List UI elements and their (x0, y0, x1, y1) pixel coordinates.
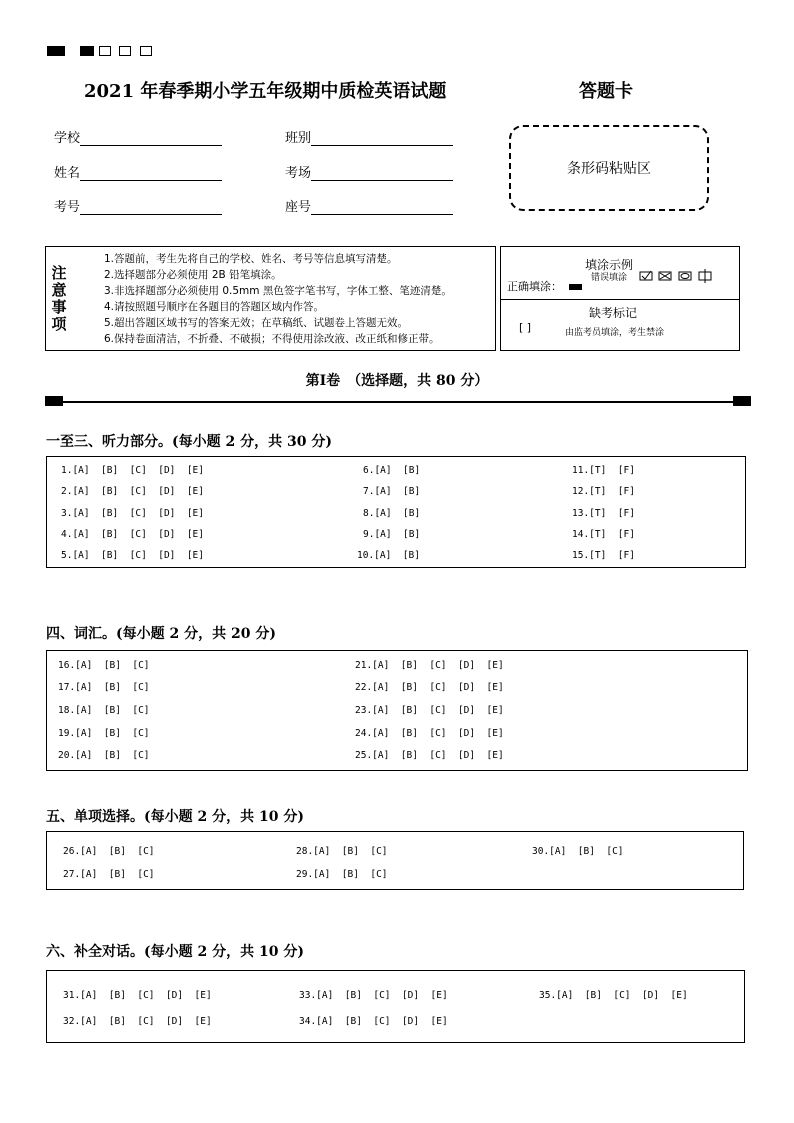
answer-row[interactable]: 14.[T] [F] (572, 529, 635, 540)
answer-row[interactable]: 26.[A] [B] [C] (63, 846, 155, 857)
exam-room-line[interactable] (311, 166, 453, 181)
answer-row[interactable]: 24.[A] [B] [C] [D] [E] (355, 728, 504, 739)
answer-row[interactable]: 7.[A] [B] (363, 486, 421, 497)
notice-item: 1.答题前，考生先将自己的学校、姓名、考号等信息填写清楚。 (104, 253, 398, 265)
answer-row[interactable]: 30.[A] [B] [C] (532, 846, 624, 857)
exam-room-field[interactable] (285, 162, 453, 181)
notice-box (45, 246, 496, 351)
page-title: 2021 年春季期小学五年级期中质检英语试题 (84, 81, 447, 102)
answer-row[interactable]: 27.[A] [B] [C] (63, 869, 155, 880)
answer-sheet-label: 答题卡 (579, 81, 633, 102)
exam-no-field[interactable] (54, 196, 222, 215)
answer-row[interactable]: 6.[A] [B] (363, 465, 421, 476)
answer-row[interactable]: 2.[A] [B] [C] [D] [E] (61, 486, 204, 497)
section-dialogue-box (46, 970, 745, 1043)
answer-row[interactable]: 32.[A] [B] [C] [D] [E] (63, 1016, 212, 1027)
class-field[interactable] (285, 127, 453, 146)
school-line[interactable] (80, 131, 222, 146)
school-field[interactable] (54, 127, 222, 146)
name-field[interactable] (54, 162, 222, 181)
rule-end-right (733, 396, 751, 406)
notice-item: 2.选择题部分必须使用 2B 铅笔填涂。 (104, 269, 282, 281)
exam-no-line[interactable] (80, 200, 222, 215)
correct-fill-mark (569, 284, 582, 290)
section-vocab-box (46, 650, 748, 771)
absent-mark-title: 缺考标记 (589, 306, 638, 320)
fill-legend-box (500, 246, 740, 351)
notice-list (104, 251, 452, 347)
rule-end-left (45, 396, 63, 406)
legend-divider (501, 299, 739, 300)
section-listening-title: 一至三、听力部分。(每小题 2 分，共 30 分) (46, 434, 332, 450)
section-listening-box (46, 456, 746, 568)
answer-row[interactable]: 8.[A] [B] (363, 508, 421, 519)
answer-row[interactable]: 19.[A] [B] [C] (58, 728, 150, 739)
answer-row[interactable]: 16.[A] [B] [C] (58, 660, 150, 671)
class-label: 班别 (285, 131, 312, 146)
answer-row[interactable]: 28.[A] [B] [C] (296, 846, 388, 857)
answer-row[interactable]: 13.[T] [F] (572, 508, 635, 519)
notice-item: 5.超出答题区域书写的答案无效；在草稿纸、试题卷上答题无效。 (104, 317, 409, 329)
answer-row[interactable]: 11.[T] [F] (572, 465, 635, 476)
position-mark-1 (47, 46, 65, 56)
correct-fill-label: 正确填涂： (507, 280, 562, 293)
answer-row[interactable]: 1.[A] [B] [C] [D] [E] (61, 465, 204, 476)
notice-item: 3.非选择题部分必须使用 0.5mm 黑色签字笔书写，字体工整、笔迹清楚。 (104, 285, 452, 297)
name-label: 姓名 (54, 166, 81, 181)
name-line[interactable] (80, 166, 222, 181)
answer-row[interactable]: 33.[A] [B] [C] [D] [E] (299, 990, 448, 1001)
answer-row[interactable]: 29.[A] [B] [C] (296, 869, 388, 880)
wrong-fill-label: 错误填涂 (591, 273, 628, 283)
wrong-fill-marks-icon (639, 269, 717, 283)
barcode-label: 条形码粘贴区 (567, 161, 651, 177)
section-dialogue-title: 六、补全对话。(每小题 2 分，共 10 分) (46, 944, 304, 960)
answer-row[interactable]: 22.[A] [B] [C] [D] [E] (355, 682, 504, 693)
answer-row[interactable]: 35.[A] [B] [C] [D] [E] (539, 990, 688, 1001)
class-line[interactable] (311, 131, 453, 146)
fill-example-title: 填涂示例 (585, 258, 634, 272)
volume-title: 第Ⅰ卷 （选择题，共 80 分） (305, 373, 489, 389)
answer-row[interactable]: 21.[A] [B] [C] [D] [E] (355, 660, 504, 671)
answer-row[interactable]: 9.[A] [B] (363, 529, 421, 540)
notice-label: 注意事项 (51, 264, 67, 333)
volume-rule (45, 401, 749, 403)
answer-row[interactable]: 20.[A] [B] [C] (58, 750, 150, 761)
barcode-area (509, 125, 709, 211)
notice-item: 4.请按照题号顺序在各题目的答题区域内作答。 (104, 301, 325, 313)
seat-field[interactable] (285, 196, 453, 215)
section-single-choice-title: 五、单项选择。(每小题 2 分，共 10 分) (46, 809, 304, 825)
answer-row[interactable]: 12.[T] [F] (572, 486, 635, 497)
position-mark-5 (140, 46, 152, 56)
position-mark-3 (99, 46, 111, 56)
exam-no-label: 考号 (54, 200, 81, 215)
absent-mark-note: 由监考员填涂，考生禁涂 (565, 328, 665, 338)
answer-row[interactable]: 18.[A] [B] [C] (58, 705, 150, 716)
answer-row[interactable]: 15.[T] [F] (572, 550, 635, 561)
answer-row[interactable]: 31.[A] [B] [C] [D] [E] (63, 990, 212, 1001)
absent-mark-box[interactable]: [ ] (519, 321, 532, 334)
section-single-choice-box (46, 831, 744, 890)
seat-line[interactable] (311, 200, 453, 215)
school-label: 学校 (54, 131, 81, 146)
section-vocab-title: 四、词汇。(每小题 2 分，共 20 分) (46, 626, 276, 642)
exam-room-label: 考场 (285, 166, 312, 181)
answer-row[interactable]: 10.[A] [B] (357, 550, 420, 561)
position-mark-2 (80, 46, 94, 56)
answer-row[interactable]: 4.[A] [B] [C] [D] [E] (61, 529, 204, 540)
answer-row[interactable]: 5.[A] [B] [C] [D] [E] (61, 550, 204, 561)
answer-row[interactable]: 17.[A] [B] [C] (58, 682, 150, 693)
answer-row[interactable]: 23.[A] [B] [C] [D] [E] (355, 705, 504, 716)
answer-row[interactable]: 34.[A] [B] [C] [D] [E] (299, 1016, 448, 1027)
answer-row[interactable]: 3.[A] [B] [C] [D] [E] (61, 508, 204, 519)
position-mark-4 (119, 46, 131, 56)
answer-row[interactable]: 25.[A] [B] [C] [D] [E] (355, 750, 504, 761)
seat-label: 座号 (285, 200, 312, 215)
notice-item: 6.保持卷面清洁，不折叠、不破损；不得使用涂改液、改正纸和修正带。 (104, 333, 440, 345)
